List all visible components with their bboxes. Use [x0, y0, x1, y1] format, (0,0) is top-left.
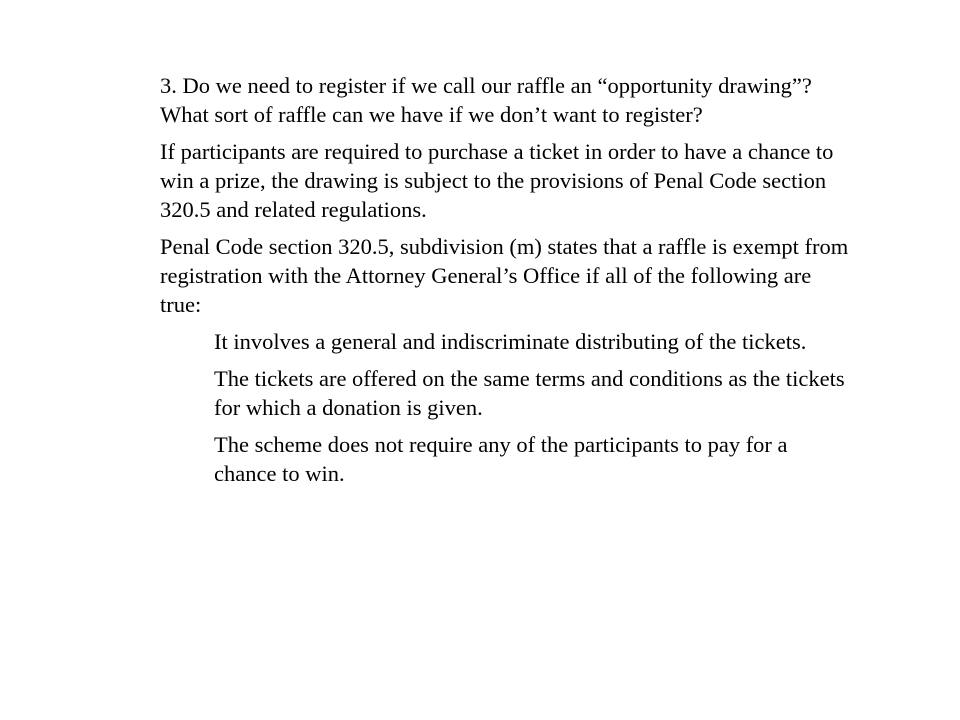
exemption-conditions-list	[160, 327, 850, 488]
question-heading: 3. Do we need to register if we call our raffle an “opportunity drawing”? What sort of raffle can we have if we don’t want to register?	[160, 73, 812, 127]
slide-content	[160, 71, 850, 496]
condition-item: The tickets are offered on the same terms and conditions as the tickets for which a donation is given.	[214, 366, 845, 420]
paragraph-exemption-intro: Penal Code section 320.5, subdivision (m) states that a raffle is exempt from registration with the Attorney General’s Office if all of the following are true:	[160, 234, 849, 317]
paragraph-purchase-requirement: If participants are required to purchase a ticket in order to have a chance to win a prize, the drawing is subject to the provisions of Penal Code section 320.5 and related regulations.	[160, 139, 834, 222]
condition-item: It involves a general and indiscriminate distributing of the tickets.	[214, 329, 807, 354]
condition-item: The scheme does not require any of the participants to pay for a chance to win.	[214, 432, 788, 486]
